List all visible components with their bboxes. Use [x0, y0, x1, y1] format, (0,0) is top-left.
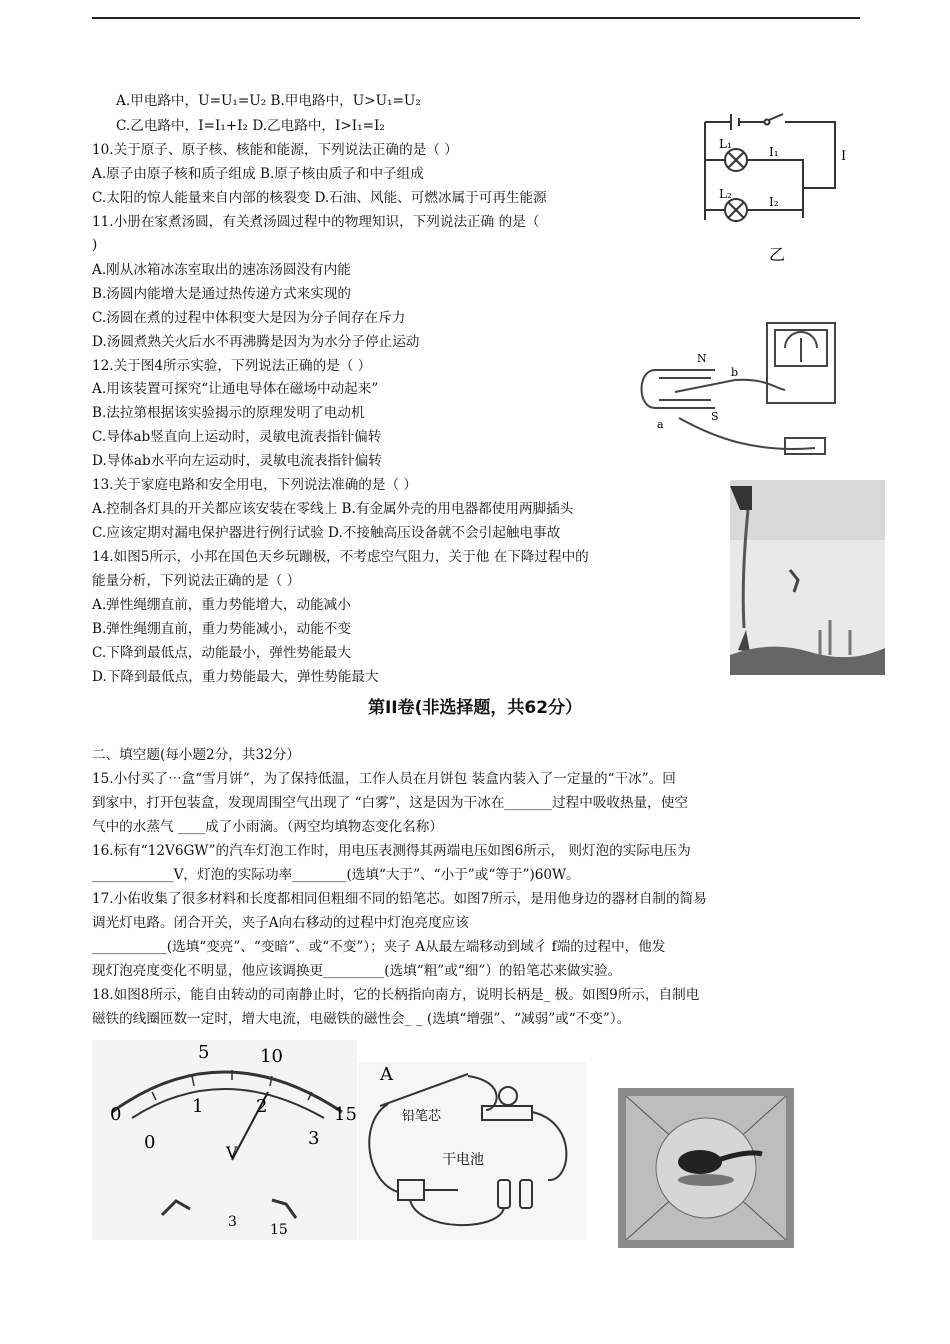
option-line: A.弹性绳绷直前，重力势能增大，动能减小 — [92, 597, 351, 613]
question-18-cont: 磁铁的线圈匝数一定时，增大电流，电磁铁的磁性会_ _ (选填“增强”、“减弱”或“不变”）。 — [92, 1011, 631, 1027]
option-line: D.导体ab水平向左运动时，灵敏电流表指针偏转 — [92, 453, 382, 469]
question-18: 18.如图8所示，能自由转动的司南静止时，它的长柄指向南方，说明长柄是_ 极。如图9所示，自制电 — [92, 987, 700, 1003]
option-line: B.法拉第根据该实验揭示的原理发明了电动机 — [92, 405, 365, 421]
terminal-15: 15 — [270, 1222, 288, 1238]
i-label: I — [841, 149, 847, 164]
i1-label: I₁ — [769, 145, 779, 159]
dial-bottom-0: 0 — [144, 1132, 156, 1153]
question-12: 12.关于图4所示实验，下列说法正确的是（ ） — [92, 358, 372, 374]
dimmer-circuit-figure — [358, 1062, 586, 1240]
b-end-label: b — [731, 366, 739, 379]
option-line: B.汤圆内能增大是通过热传递方式来实现的 — [92, 286, 351, 302]
n-pole-label: N — [697, 352, 707, 365]
option-line: D.下降到最低点，重力势能最大，弹性势能最大 — [92, 669, 379, 685]
bungee-photo — [730, 480, 885, 675]
option-line: C.导体ab竖直向上运动时，灵敏电流表指针偏转 — [92, 429, 382, 445]
parallel-circuit-figure — [695, 110, 855, 270]
option-line: A.控制各灯具的开关都应该安装在零线上 B.有金属外壳的用电器都使用两脚插头 — [92, 501, 574, 517]
question-14: 14.如图5所示，小邦在国色天乡玩蹦极，不考虑空气阻力，关于他 在下降过程中的 — [92, 549, 589, 565]
option-line: B.弹性绳绷直前，重力势能减小，动能不变 — [92, 621, 351, 637]
question-13: 13.关于家庭电路和安全用电，下列说法准确的是（ ） — [92, 477, 418, 493]
option-line: C.汤圆在煮的过程中体积变大是因为分子间存在斥力 — [92, 310, 406, 326]
dial-end-0: 0 — [110, 1104, 122, 1125]
section-title: 第II卷(非选择题，共62分） — [367, 698, 583, 718]
s-pole-label: S — [711, 410, 719, 423]
question-10: 10.关于原子、原子核、核能和能源，下列说法正确的是（ ） — [92, 142, 458, 158]
question-16: 16.标有“12V6GW”的汽车灯泡工作时，用电压表测得其两端电压如图6所示， 则灯泡的实际电压为 — [92, 843, 691, 859]
i2-label: I₂ — [769, 195, 779, 209]
question-17-cont: ___________(选填“变亮”、“变暗”、或“不变”）；夹子 A从最左端移动到域彳 f端的过程中，他发 — [92, 939, 666, 955]
option-line: C.应该定期对漏电保护器进行例行试验 D.不接触高压设备就不会引起触电事故 — [92, 525, 561, 541]
circuit-caption: 乙 — [769, 245, 786, 264]
option-line: C.太阳的惊人能量来自内部的核裂变 D.石油、风能、可燃冰属于可再生能源 — [92, 190, 547, 206]
dial-top-10: 10 — [260, 1046, 283, 1067]
sinan-compass-photo — [618, 1088, 794, 1248]
section-heading: 二、填空题(每小题2分，共32分） — [92, 747, 300, 763]
option-line: C.下降到最低点，动能最小，弹性势能最大 — [92, 645, 351, 661]
terminal-3: 3 — [228, 1214, 237, 1230]
option-line: A.刚从冰箱冰冻室取出的速冻汤圆没有内能 — [92, 262, 351, 278]
question-17: 17.小佑收集了很多材料和长度都相同但粗细不同的铅笔芯。如图7所示，是用他身边的器材自制的简易 — [92, 891, 707, 907]
question-11: 11.小册在家煮汤圆，有关煮汤圆过程中的物理知识，下列说法正确 的是（ — [92, 214, 540, 230]
question-11-cont: ) — [92, 237, 98, 253]
clip-a-label: A — [380, 1064, 393, 1085]
option-line: D.汤圆煮熟关火后水不再沸腾是因为为水分子停止运动 — [92, 334, 420, 350]
header-rule — [92, 17, 860, 19]
l2-label: L₂ — [719, 187, 732, 201]
question-14-cont: 能量分析，下列说法正确的是（ ） — [92, 573, 301, 589]
question-15-cont: 到家中，打开包装盒，发现周围空气出现了 “白雾”，这是因为干冰在_______过程中吸收热量，使空 — [92, 795, 688, 811]
question-16-cont: ____________V，灯泡的实际功率________(选填“大于”、“小于”或“等于”)60W。 — [92, 867, 580, 883]
dial-bottom-3: 3 — [308, 1128, 320, 1149]
option-line: A.原子由原子核和质子组成 B.原子核由质子和中子组成 — [92, 166, 424, 182]
l1-label: L₁ — [719, 137, 732, 151]
dial-bottom-1: 1 — [192, 1096, 204, 1117]
dial-bottom-2: 2 — [256, 1096, 268, 1117]
pencil-lead-label: 铅笔芯 — [402, 1109, 442, 1124]
question-17-cont: 现灯泡亮度变化不明显，他应该调换更_________(选填“粗”或“细”）的铅笔芯来做实验。 — [92, 963, 622, 979]
option-line: A.用该装置可探究“让通电导体在磁场中动起来” — [92, 381, 379, 397]
battery-label: 干电池 — [442, 1152, 484, 1168]
induction-experiment-figure — [635, 318, 860, 468]
voltmeter-figure — [92, 1040, 357, 1240]
unit-v-label: V — [226, 1143, 238, 1162]
option-line: A.甲电路中，U=U₁=U₂ B.甲电路中，U>U₁=U₂ — [116, 93, 421, 109]
dial-top-5: 5 — [198, 1042, 210, 1063]
question-15-cont: 气中的水蒸气 ____成了小雨滴。（两空均填物态变化名称） — [92, 819, 443, 835]
question-17-cont: 调光灯电路。闭合开关，夹子A向右移动的过程中灯泡亮度应该 — [92, 915, 469, 931]
option-line: C.乙电路中，I=I₁+I₂ D.乙电路中，I>I₁=I₂ — [116, 118, 385, 134]
question-15: 15.小付买了⋯盒“雪月饼”，为了保持低温，工作人员在月饼包 装盒内装入了一定量的“干冰”。回 — [92, 771, 676, 787]
a-end-label: a — [657, 418, 664, 431]
dial-end-15: 15 — [334, 1104, 357, 1125]
